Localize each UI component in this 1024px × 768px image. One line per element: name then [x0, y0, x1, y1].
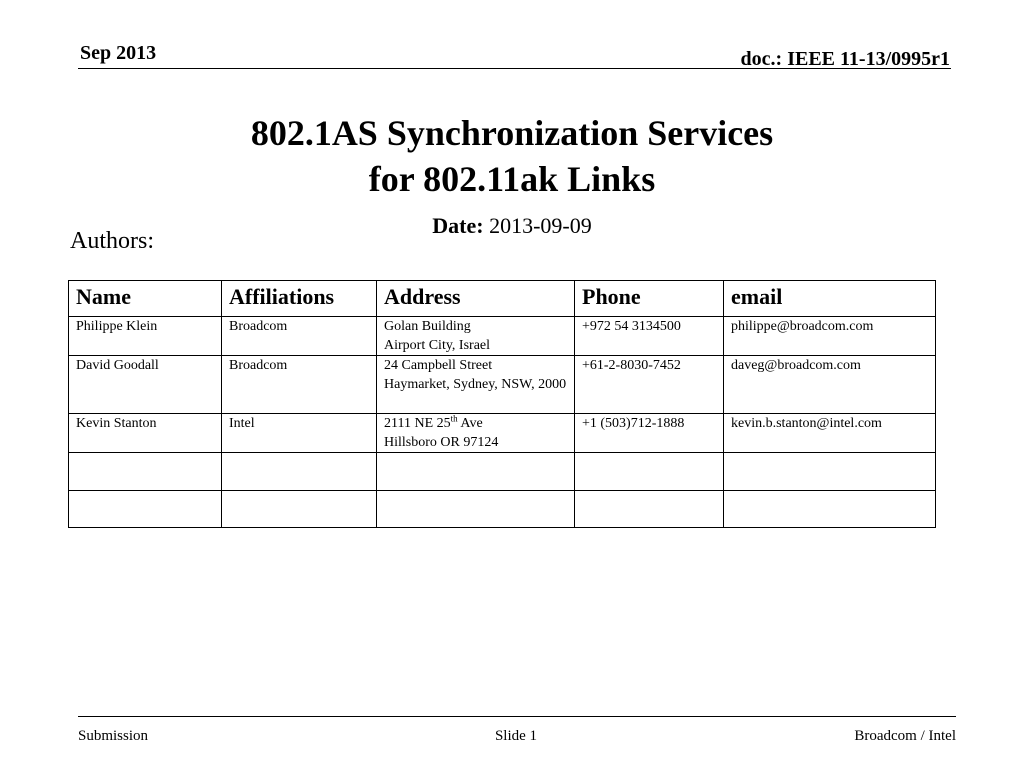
empty-cell	[724, 453, 936, 491]
address-line: Haymarket, Sydney, NSW, 2000	[384, 377, 567, 392]
table-row	[69, 317, 936, 356]
author-email: daveg@broadcom.com	[724, 356, 936, 414]
footer-affiliations: Broadcom / Intel	[854, 728, 956, 744]
footer-slide-number: Slide 1	[494, 728, 538, 744]
column-header-email: email	[724, 281, 936, 317]
author-address	[377, 317, 575, 356]
empty-cell	[69, 453, 222, 491]
slide-title-line1: 802.1AS Synchronization Services	[250, 113, 774, 153]
author-affiliation: Intel	[222, 414, 377, 453]
header-divider	[78, 68, 951, 69]
header-doc-id: doc.: IEEE 11-13/0995r1	[740, 48, 950, 70]
address-ordinal-suffix: th	[450, 413, 458, 424]
address-line: 24 Campbell Street	[384, 358, 493, 373]
author-phone: +1 (503)712-1888	[575, 414, 724, 453]
empty-cell	[69, 491, 222, 528]
author-email: kevin.b.stanton@intel.com	[724, 414, 936, 453]
address-line: Airport City, Israel	[384, 338, 491, 353]
footer-submission: Submission	[78, 728, 149, 744]
table-header-row	[69, 281, 936, 317]
authors-table	[68, 280, 936, 528]
author-phone: +61-2-8030-7452	[575, 356, 724, 414]
author-phone: +972 54 3134500	[575, 317, 724, 356]
empty-cell	[724, 491, 936, 528]
address-line	[384, 414, 567, 433]
table-row	[69, 414, 936, 453]
empty-cell	[377, 491, 575, 528]
table-row-empty	[69, 491, 936, 528]
table-row	[69, 356, 936, 414]
author-name: Philippe Klein	[69, 317, 222, 356]
author-affiliation: Broadcom	[222, 356, 377, 414]
author-affiliation: Broadcom	[222, 317, 377, 356]
footer-divider	[78, 716, 956, 717]
author-name: David Goodall	[69, 356, 222, 414]
empty-cell	[377, 453, 575, 491]
date-label: Date:	[432, 213, 484, 238]
slide-title-line2: for 802.11ak Links	[368, 159, 656, 199]
table-row-empty	[69, 453, 936, 491]
date-value: 2013-09-09	[489, 213, 592, 238]
address-line: Golan Building	[384, 319, 471, 334]
author-name: Kevin Stanton	[69, 414, 222, 453]
author-address	[377, 356, 575, 414]
column-header-name: Name	[69, 281, 222, 317]
address-street: 2111 NE 25	[384, 416, 451, 431]
empty-cell	[222, 491, 377, 528]
column-header-affiliations: Affiliations	[222, 281, 377, 317]
address-line: Hillsboro OR 97124	[384, 435, 499, 450]
address-street-suffix: Ave	[457, 416, 483, 431]
header-date: Sep 2013	[80, 42, 157, 64]
column-header-phone: Phone	[575, 281, 724, 317]
author-address	[377, 414, 575, 453]
author-email: philippe@broadcom.com	[724, 317, 936, 356]
authors-label: Authors:	[70, 228, 154, 254]
empty-cell	[222, 453, 377, 491]
empty-cell	[575, 491, 724, 528]
empty-cell	[575, 453, 724, 491]
slide-title	[0, 110, 1024, 202]
column-header-address: Address	[377, 281, 575, 317]
